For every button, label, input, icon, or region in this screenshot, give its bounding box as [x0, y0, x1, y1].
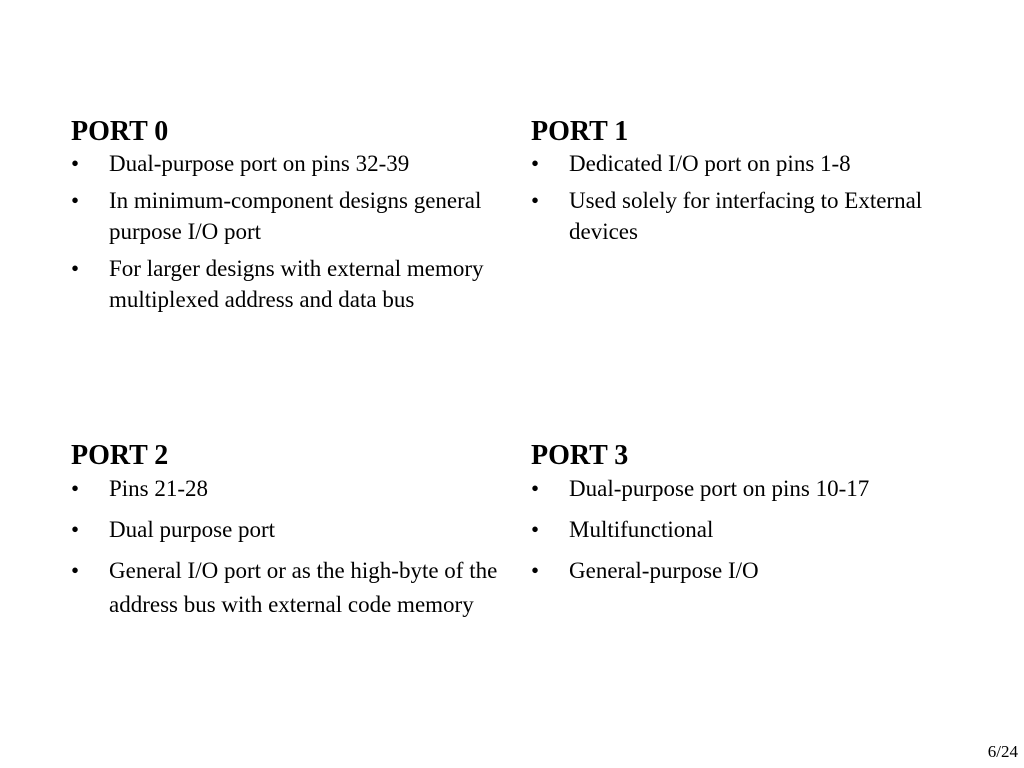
port-1-title: PORT 1	[531, 116, 629, 147]
bullet-icon: •	[531, 558, 540, 583]
port-2-section	[71, 440, 511, 629]
port-0-title: PORT 0	[71, 116, 169, 147]
port-3-title: PORT 3	[531, 440, 629, 471]
bullet-icon: •	[531, 188, 540, 213]
list-item-text: Dual-purpose port on pins 10-17	[569, 476, 870, 501]
list-item	[71, 472, 511, 506]
port-1-list	[531, 148, 971, 247]
list-item	[71, 148, 511, 179]
list-item-text: For larger designs with external memory multiplexed address and data bus	[109, 256, 484, 312]
bullet-icon: •	[531, 151, 540, 176]
bullet-icon: •	[71, 558, 80, 583]
list-item-text: Pins 21-28	[109, 476, 209, 501]
bullet-icon: •	[71, 256, 80, 281]
list-item	[531, 554, 971, 588]
bullet-icon: •	[71, 151, 80, 176]
list-item-text: General I/O port or as the high-byte of the address bus with external code memory	[109, 558, 498, 617]
port-0-section	[71, 116, 511, 321]
port-2-title: PORT 2	[71, 440, 169, 471]
list-item	[71, 185, 511, 247]
bullet-icon: •	[71, 517, 80, 542]
list-item-text: General-purpose I/O	[569, 558, 759, 583]
bullet-icon: •	[531, 517, 540, 542]
port-1-section	[531, 116, 971, 253]
bullet-icon: •	[71, 476, 80, 501]
list-item-text: Multifunctional	[569, 517, 714, 542]
list-item	[71, 554, 511, 622]
port-2-list	[71, 472, 511, 622]
list-item	[531, 513, 971, 547]
list-item	[531, 185, 971, 247]
bullet-icon: •	[71, 188, 80, 213]
port-3-section	[531, 440, 971, 595]
list-item-text: Dual purpose port	[109, 517, 276, 542]
list-item	[71, 253, 511, 315]
list-item-text: Used solely for interfacing to External devices	[569, 188, 923, 244]
list-item	[71, 513, 511, 547]
list-item	[531, 472, 971, 506]
port-3-list	[531, 472, 971, 588]
list-item-text: Dedicated I/O port on pins 1-8	[569, 151, 851, 176]
port-0-list	[71, 148, 511, 315]
list-item-text: Dual-purpose port on pins 32-39	[109, 151, 410, 176]
list-item	[531, 148, 971, 179]
page-number: 6/24	[987, 742, 1018, 761]
bullet-icon: •	[531, 476, 540, 501]
list-item-text: In minimum-component designs general purpose I/O port	[109, 188, 482, 244]
